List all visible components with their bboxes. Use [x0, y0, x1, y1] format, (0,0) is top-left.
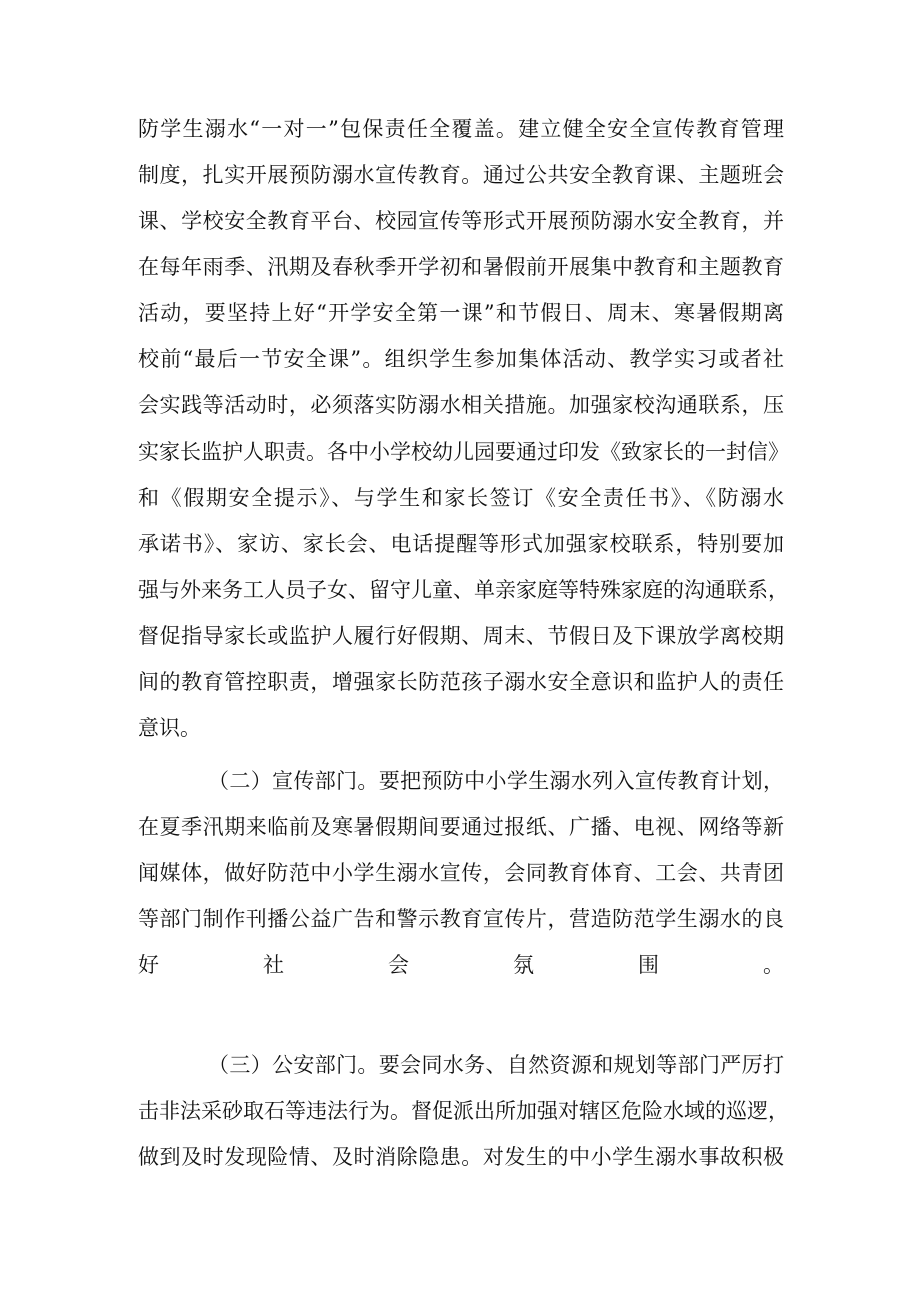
text-line: 意识。 [138, 716, 201, 740]
text-line: 强与外来务工人员子女、留守儿童、单亲家庭等特殊家庭的沟通联系， [138, 578, 789, 602]
text-line: 课、学校安全教育平台、校园宣传等形式开展预防溺水安全教育，并 [138, 209, 784, 233]
text-line: 闻媒体，做好防范中小学生溺水宣传，会同教育体育、工会、共青团 [138, 861, 784, 885]
text-line [138, 996, 784, 1026]
text-line: 制度，扎实开展预防溺水宣传教育。通过公共安全教育课、主题班会 [138, 163, 784, 187]
text-line: （三）公安部门。要会同水务、自然资源和规划等部门严厉打 [208, 1053, 784, 1077]
text-line: 等部门制作刊播公益广告和警示教育宣传片，营造防范学生溺水的良 [138, 907, 784, 931]
text-line: 和《假期安全提示》、与学生和家长签订《安全责任书》、《防溺水 [138, 486, 784, 510]
text-line: 会实践等活动时，必须落实防溺水相关措施。加强家校沟通联系，压 [138, 393, 784, 417]
text-line: 间的教育管控职责，增强家长防范孩子溺水安全意识和监护人的责任 [138, 670, 784, 694]
text-line: 承诺书》、家访、家长会、电话提醒等形式加强家校联系，特别要加 [138, 532, 784, 556]
text-line: 在夏季汛期来临前及寒暑假期间要通过报纸、广播、电视、网络等新 [138, 815, 784, 839]
text-line: 击非法采砂取石等违法行为。督促派出所加强对辖区危险水域的巡逻， [138, 1099, 789, 1123]
text-line: （二）宣传部门。要把预防中小学生溺水列入宣传教育计划， [208, 769, 784, 793]
text-line: 校前“最后一节安全课”。组织学生参加集体活动、教学实习或者社 [138, 347, 784, 371]
text-line: 活动，要坚持上好“开学安全第一课”和节假日、周末、寒暑假期离 [138, 301, 784, 325]
text-line: 防学生溺水“一对一”包保责任全覆盖。建立健全安全宣传教育管理 [138, 117, 784, 141]
text-line: 好社会氛围。 [138, 953, 784, 977]
text-line: 实家长监护人职责。各中小学校幼儿园要通过印发《致家长的一封信》 [138, 440, 789, 464]
text-line: 做到及时发现险情、及时消除隐患。对发生的中小学生溺水事故积极 [138, 1145, 784, 1169]
text-line: 在每年雨季、汛期及春秋季开学初和暑假前开展集中教育和主题教育 [138, 255, 784, 279]
text-line: 督促指导家长或监护人履行好假期、周末、节假日及下课放学离校期 [138, 624, 784, 648]
